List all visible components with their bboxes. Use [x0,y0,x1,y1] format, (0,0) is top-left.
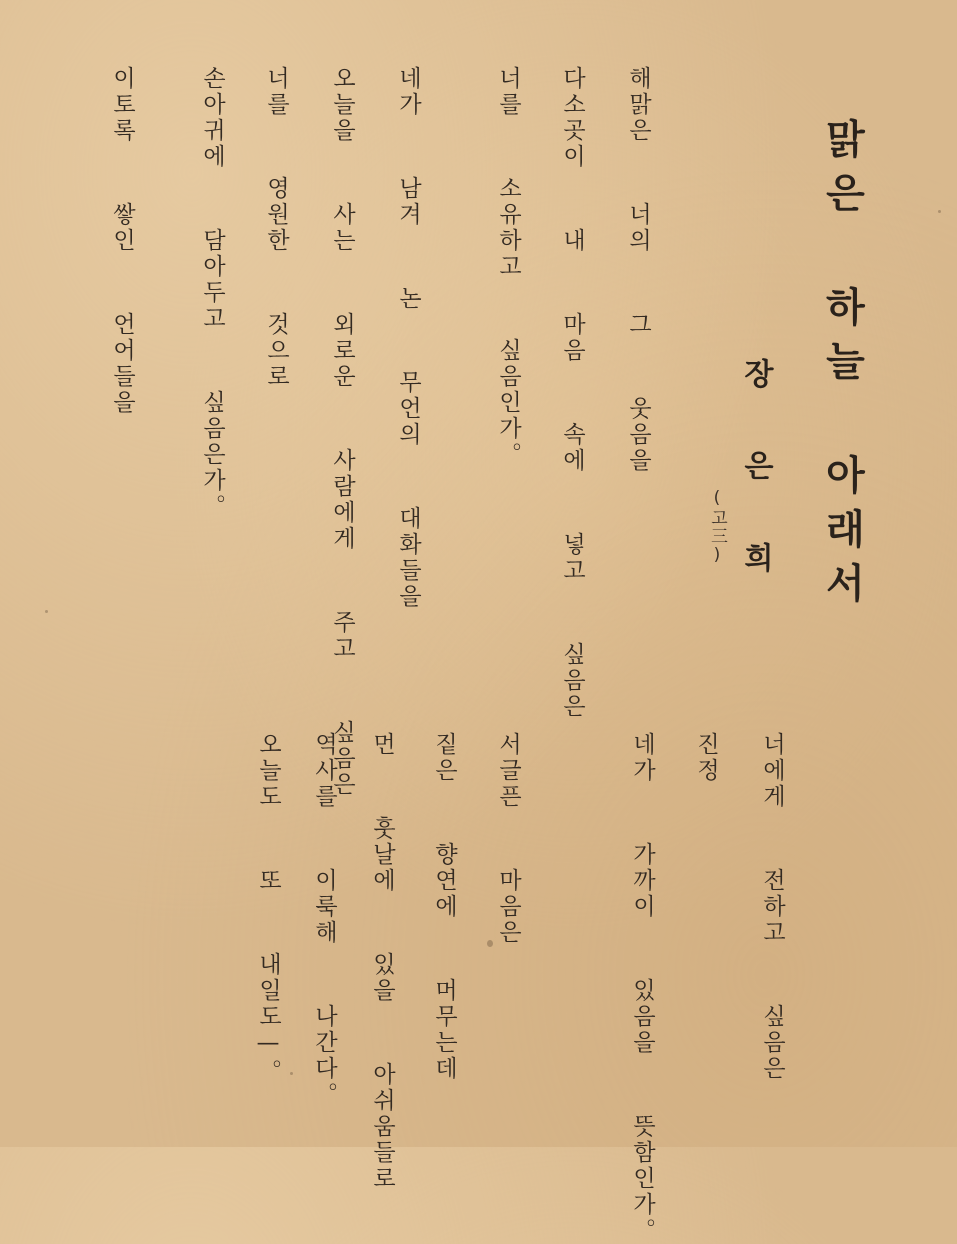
stanza2-line-8: 오늘도 또 내일도—。 [255,732,281,1085]
stanza2-line-2: 진정 [693,732,719,784]
stanza1-line-1: 해맑은 너의 그 웃음을 [625,66,651,474]
stanza1-line-6: 너를 영원한 것으로 [263,66,289,390]
stanza1-line-2: 다소곳이 내 마음 속에 넣고 싶음은 [559,66,585,720]
stanza2-line-3: 네가 가까이 있음을 뜻함인가。 [629,732,655,1244]
paper-speck [938,210,941,213]
paper-speck [45,610,48,613]
poem-title: 맑은 하늘 아래서 [819,118,865,616]
stanza2-line-4: 서글픈 마음은 [495,732,521,946]
stanza1-line-8: 이토록 쌓인 언어들을 [109,66,135,416]
poem-author: 장은희 [738,358,773,634]
stanza2-line-6: 먼 훗날에 있을 아쉬움들로 [369,732,395,1192]
paper-speck [290,1072,293,1075]
author-grade: (고三) [707,488,727,566]
stanza1-line-4: 네가 남겨 논 무언의 대화들을 [395,66,421,610]
stanza1-line-3: 너를 소유하고 싶음인가。 [495,66,521,468]
stanza2-line-5: 짙은 향연에 머무는데 [431,732,457,1082]
stanza1-line-7: 손아귀에 담아두고 싶음은가。 [199,66,225,520]
paper-speck [487,940,493,947]
stanza1-line-5: 오늘을 사는 외로운 사람에게 주고 싶음은 [329,66,355,798]
stanza2-line-7: 역사를 이룩해 나간다。 [311,732,337,1108]
stanza2-line-1: 너에게 전하고 싶음은 [759,732,785,1082]
